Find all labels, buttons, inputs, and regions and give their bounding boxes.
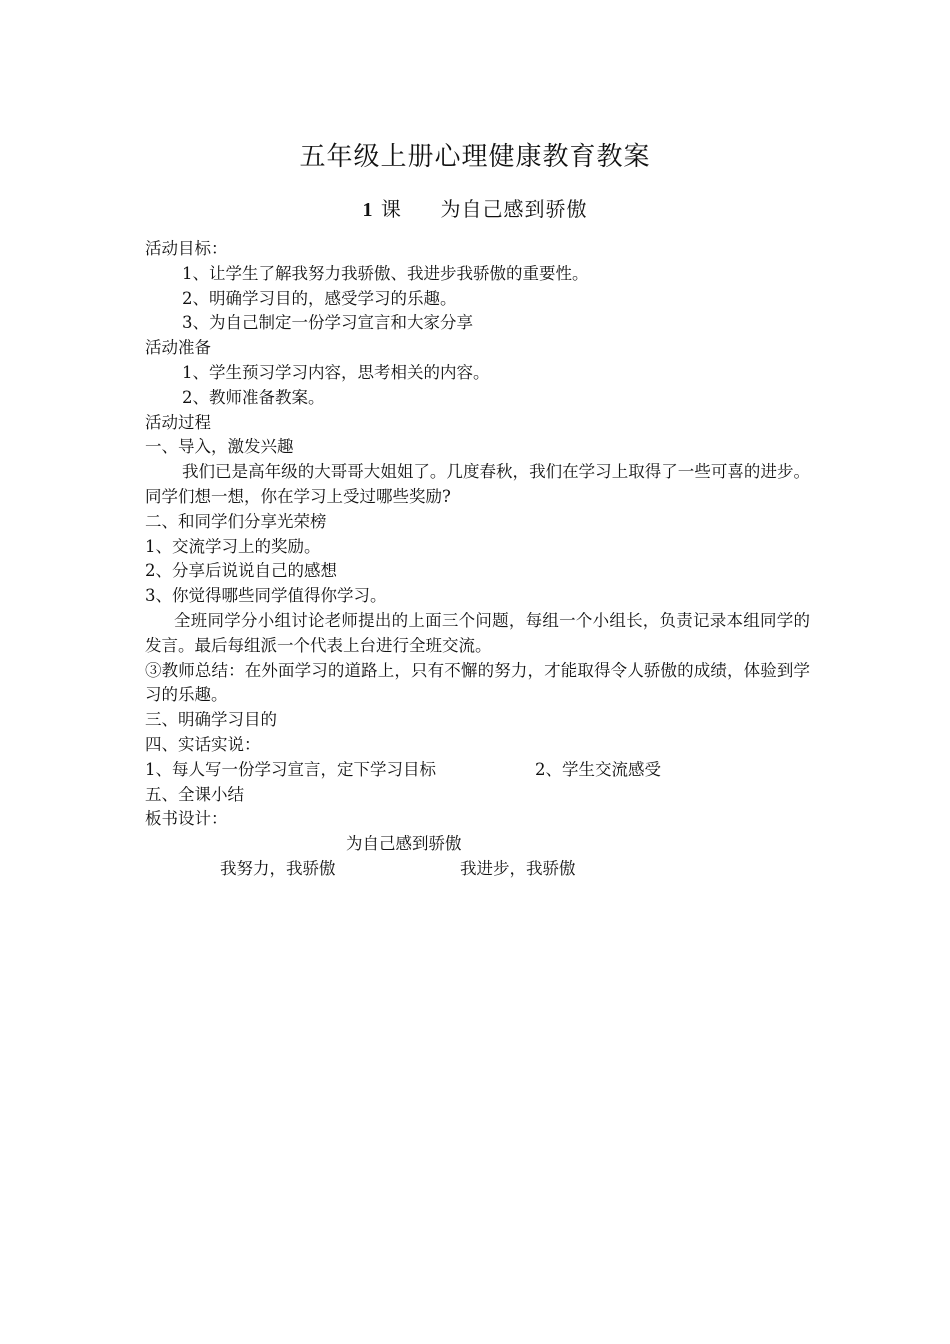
section2-item: 1、交流学习上的奖励。: [145, 536, 321, 556]
board-content-row: [145, 857, 810, 882]
board-right-text: 我进步，我骄傲: [460, 858, 576, 878]
board-left-text: 我努力，我骄傲: [220, 858, 336, 878]
section4-item-right: 2、学生交流感受: [535, 759, 661, 779]
board-title-row: [145, 832, 810, 857]
preparation-item: 1、学生预习学习内容，思考相关的内容。: [182, 362, 490, 382]
lesson-label: 课: [380, 197, 402, 221]
section4-items: [145, 758, 810, 783]
discussion-paragraph: 全班同学分小组讨论老师提出的上面三个问题，每组一个小组长，负责记录本组同学的发言。最后每组派一个代表上台进行全班交流。: [145, 610, 810, 655]
lesson-heading: [0, 194, 950, 225]
board-heading: 板书设计：: [145, 809, 228, 829]
section1-paragraph: 我们已是高年级的大哥哥大姐姐了。几度春秋，我们在学习上取得了一些可喜的进步。同学们想一想，你在学习上受过哪些奖励?: [145, 462, 810, 506]
section1-heading: 一、导入，激发兴趣: [145, 437, 294, 457]
lesson-number: 1: [362, 199, 374, 221]
section4-heading: 四、实话实说：: [145, 734, 261, 754]
section4-item-left: 1、每人写一份学习宣言，定下学习目标: [145, 759, 436, 779]
preparation-item: 2、教师准备教案。: [182, 387, 325, 407]
teacher-summary: ③教师总结：在外面学习的道路上，只有不懈的努力，才能取得令人骄傲的成绩，体验到学习的乐趣。: [145, 660, 810, 705]
lesson-title: 为自己感到骄傲: [440, 197, 588, 221]
section5-heading: 五、全课小结: [145, 784, 244, 804]
board-title: 为自己感到骄傲: [346, 834, 462, 854]
document-body: [145, 237, 810, 882]
section3-heading: 三、明确学习目的: [145, 710, 277, 730]
goals-heading: 活动目标：: [145, 239, 228, 258]
section2-item: 3、你觉得哪些同学值得你学习。: [145, 586, 387, 606]
document-title: 五年级上册心理健康教育教案: [299, 142, 651, 172]
section2-item: 2、分享后说说自己的感想: [145, 561, 337, 581]
goal-item: 3、为自己制定一份学习宣言和大家分享: [182, 313, 473, 333]
preparation-heading: 活动准备: [145, 338, 211, 358]
process-heading: 活动过程: [145, 412, 211, 432]
goal-item: 2、明确学习目的，感受学习的乐趣。: [182, 288, 457, 308]
goal-item: 1、让学生了解我努力我骄傲、我进步我骄傲的重要性。: [182, 263, 589, 283]
section2-heading: 二、和同学们分享光荣榜: [145, 511, 327, 531]
